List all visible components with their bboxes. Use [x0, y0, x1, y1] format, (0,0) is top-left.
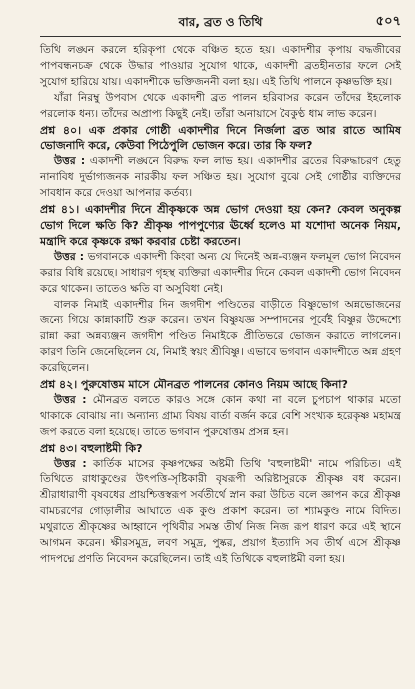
- page-number: ৫০৭: [375, 14, 401, 29]
- answer-text: মৌনব্রত বলতে কারও সঙ্গে কোন কথা না বলে চুপচাপ থাকার মতো থাকাকে বোঝায় না। অন্যান্য গ্রাম্য বিষয় বার্তা বর্জন করে বেশি সংখ্যক হরেকৃষ্ণ মহামন্ত্র জপ করতে বলা হয়েছে। তাতে ভগবান পুরুষোত্তম প্রসন্ন হন।: [40, 393, 401, 438]
- answer: [40, 154, 401, 202]
- question-label: প্রশ্ন ৪০।: [40, 123, 82, 137]
- answer-label: উত্তর :: [54, 393, 87, 406]
- paragraph: যাঁরা নিরম্বু উপবাস থেকে একাদশী ব্রত পালন হরিবাসর করেন তাঁদের ইহলোক পরলোক ধন্য। তাঁদের অপ্রাপ্য কিছুই নেই। তাঁরা অনায়াসে বৈকুণ্ঠ ধাম লাভ করেন।: [40, 91, 401, 120]
- answer-text: ভগবানকে একাদশী কিংবা অন্য যে দিনেই অন্ন-ব্যঞ্জন ফলমূল ভোগ নিবেদন করার বিধি রয়েছে। সাধারণ গৃহস্থ ব্যক্তিরা একাদশীর দিনে কেবল একাদশী ভোগ নিবেদন করে থাকেন। তাতেও ক্ষতি বা অসুবিধা নেই।: [40, 250, 401, 295]
- answer-label: উত্তর :: [54, 250, 84, 263]
- answer: [40, 457, 401, 568]
- answer: [40, 250, 401, 298]
- question-text: একাদশীর দিনে শ্রীকৃষ্ণকে অন্ন ভোগ দেওয়া হয় কেন? কেবল অনুকল্প ভোগ দিলে ক্ষতি কি? শ্রীকৃষ্ণ পাপপুণ্যের ঊর্ধ্বে হলেও মা যশোদা অনেক নিয়ম, মন্ত্রাদি করে কৃষ্ণকে রক্ষা করবার চেষ্টা করতেন।: [40, 203, 401, 248]
- paragraph: বালক নিমাই একাদশীর দিন জগদীশ পণ্ডিতের বাড়ীতে বিষ্ণুভোগ অন্নভোজনের জন্যে গিয়ে কান্নাকাটি শুরু করেন। তখন বিষ্ণুযজ্ঞ সম্পাদনের পূর্বেই বিষ্ণুর উদ্দেশ্যে রান্না করা অন্নব্যঞ্জন জগদীশ পণ্ডিত নিমাইকে প্রীতিভরে ভোজন করাতে লাগলেন। কারণ তিনি জেনেছিলেন যে, নিমাই স্বয়ং শ্রীবিষ্ণু। এভাবে ভগবান একাদশীতে অন্ন গ্রহণ করেছিলেন।: [40, 298, 401, 375]
- question-label: প্রশ্ন ৪১।: [40, 203, 80, 217]
- answer-label: উত্তর :: [54, 457, 87, 470]
- page-header: [40, 12, 401, 34]
- question: [40, 123, 401, 155]
- question: [40, 441, 401, 457]
- answer-text: একাদশী লঙ্ঘনে বিরুদ্ধ ফল লাভ হয়। একাদশীর ব্রতের বিরুদ্ধাচরণ হেতু নানাবিধ দুর্ভাগ্যজনক নারকীয় ফল সঞ্চিত হয়। সুযোগ বুঝে সেই গোষ্ঠীর ব্যক্তিদের সাবধান করে দেওয়া আপনার কর্তব্য।: [40, 155, 401, 200]
- running-head: বার, ব্রত ও তিথি: [178, 15, 263, 29]
- question-text: পুরুষোত্তম মাসে মৌনব্রত পালনের কোনও নিয়ম আছে কিনা?: [81, 378, 348, 392]
- question-label: প্রশ্ন ৪২।: [40, 378, 78, 392]
- question-text: এক প্রকার গোষ্ঠী একাদশীর দিনে নির্জলা ব্রত আর রাতে আমিষ ভোজনাদি করে, কেউবা পিঠেপুলি ভোজন করে। তার কি ফল?: [40, 123, 401, 153]
- page-body: [40, 43, 401, 568]
- answer-label: উত্তর :: [54, 155, 86, 168]
- question: [40, 202, 401, 250]
- answer: [40, 393, 401, 441]
- answer-text: কার্তিক মাসের কৃষ্ণপক্ষের অষ্টমী তিথি 'বহুলাষ্টমী' নামে পরিচিত। এই তিথিতে রাধাকুণ্ডের উৎপত্তি-সৃষ্টিকারী বৃষরূপী অরিষ্টাসুরকে শ্রীকৃষ্ণ বধ করেন। শ্রীরাধারাণী বৃষবধের প্রায়শ্চিত্তস্বরূপ সর্বতীর্থে স্নান করা উচিত বলে জ্ঞাপন করে শ্রীকৃষ্ণ বামচরণের গোড়ালীর আঘাতে এক কুণ্ড প্রকাশ করেন। তা শ্যামকুণ্ড নামে বিদিত। মথুরাতে শ্রীকৃষ্ণের আহ্বানে পৃথিবীর সমস্ত তীর্থ নিজ নিজ রূপ ধারণ করে এই স্থানে আগমন করেন। ক্ষীরসমুদ্র, লবণ সমুদ্র, পুষ্কর, প্রয়াগ ইত্যাদি সব তীর্থ এসে শ্রীকৃষ্ণ পাদপদ্মে প্রণতি নিবেদন করেছিলেন। তাই এই তিথিকে বহুলাষ্টমী বলা হয়।: [40, 457, 401, 565]
- question: [40, 377, 401, 393]
- question-label: প্রশ্ন ৪৩।: [40, 441, 78, 455]
- paragraph: তিথি লঙ্ঘন করলে হরিকৃপা থেকে বঞ্চিত হতে হয়। একাদশীর কৃপায় বদ্ধজীবের পাপবন্ধনচক্র থেকে উদ্ধার পাওয়ার সুযোগ থাকে, একাদশী ব্রতহীনতার ফলে সেই সুযোগ হারিয়ে যায়। একাদশীকে ভক্তিজননী বলা হয়। এই তিথি পালনে কৃষ্ণভক্তি হয়।: [40, 44, 401, 88]
- header-rule: [40, 36, 401, 37]
- question-text: বহুলাষ্টমী কি?: [81, 441, 143, 455]
